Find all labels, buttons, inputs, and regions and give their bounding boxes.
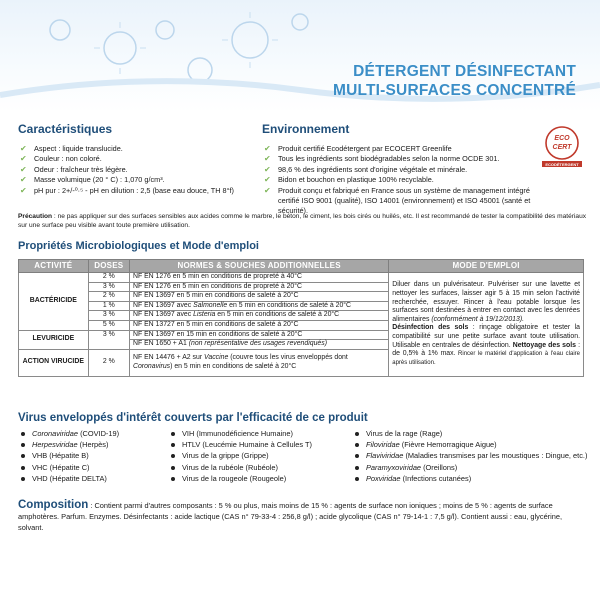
- list-item: ✔ pH pur : 2+/-⁰·⁵ - pH en dilution : 2,5 (base eau douce, TH 8°f): [20, 185, 234, 195]
- dose-cell: 2 %: [88, 292, 129, 302]
- virus-column-2: [168, 428, 312, 484]
- header-banner: [0, 0, 600, 112]
- list-item: ✔ 98,6 % des ingrédients sont d'origine végétale et minérale.: [264, 164, 468, 174]
- dose-cell: 2 %: [88, 273, 129, 283]
- list-item: Herpesviridae (Herpès): [18, 439, 119, 450]
- list-item: ✔ Odeur : fraîcheur très légère.: [20, 164, 128, 174]
- norm-cell: NF EN 1650 + A1 (non représentative des usages revendiqués): [129, 340, 388, 350]
- list-item: VHC (Hépatite C): [18, 462, 119, 473]
- activity-levuricide: LEVURICIDE: [19, 330, 89, 349]
- norm-cell: NF EN 1276 en 5 min en conditions de propreté à 20°C: [129, 282, 388, 292]
- activity-bactericide: BACTÉRICIDE: [19, 273, 89, 331]
- precaution-text: : ne pas appliquer sur des surfaces sensibles aux acides comme le marbre, le béton, le ciment, les bois cirés ou huilés, etc. Il est recommandé de tester la compatibilité des matériaux sur une surface peu visible avant toute première utilisation.: [18, 213, 587, 229]
- norm-cell: NF EN 13727 en 5 min en conditions de saleté à 20°C: [129, 320, 388, 330]
- svg-text:ECO: ECO: [554, 135, 570, 142]
- activity-virucide: ACTION VIRUCIDE: [19, 349, 89, 376]
- check-icon: ✔: [20, 175, 27, 185]
- list-item: VHD (Hépatite DELTA): [18, 473, 119, 484]
- composition-text: : Contient parmi d'autres composants : 5 % ou plus, mais moins de 15 % : agents de surface non ioniques ; moins de 5 % : agents de surface amphotères. Parfum. Enzymes. Désinfectants : acide lactique (CAS n° 79-33-4 : 256,8 g/l) ; acide glycolique (CAS n° 79-14-1 : 7,5 g/l). Contient aussi : eau, glycérine, solvant.: [18, 501, 563, 532]
- composition-label: Composition: [18, 499, 89, 511]
- check-icon: ✔: [264, 175, 271, 185]
- environnement-heading: Environnement: [262, 122, 350, 136]
- dose-cell: 3 %: [88, 282, 129, 292]
- virus-column-3: [352, 428, 592, 484]
- norm-cell: NF EN 13697 avec Salmonelle en 5 min en conditions de saleté à 20°C: [129, 301, 388, 311]
- list-item: Poxviridae (Infections cutanées): [352, 473, 592, 484]
- check-icon: ✔: [20, 164, 27, 174]
- list-item: Virus de la grippe (Grippe): [168, 450, 312, 461]
- norm-cell: NF EN 1276 en 5 min en conditions de propreté à 40°C: [129, 273, 388, 283]
- proprietes-heading: Propriétés Microbiologiques et Mode d'emploi: [18, 240, 259, 252]
- dose-cell: 2 %: [88, 349, 129, 376]
- dose-cell: 3 %: [88, 330, 129, 349]
- composition-section: [18, 500, 584, 533]
- table-header-row: [19, 260, 584, 273]
- check-icon: ✔: [264, 164, 271, 174]
- svg-text:ECODÉTERGENT: ECODÉTERGENT: [545, 161, 579, 167]
- product-title-line2: MULTI-SURFACES CONCENTRÉ: [332, 82, 576, 99]
- column-header-normes: NORMES & SOUCHES ADDITIONNELLES: [129, 260, 388, 273]
- check-icon: ✔: [20, 144, 27, 153]
- ecocert-logo: [540, 124, 584, 168]
- list-item: ✔ Couleur : non coloré.: [20, 154, 102, 164]
- check-icon: ✔: [264, 154, 271, 164]
- mode-emploi-cell: Diluer dans un pulvérisateur. Pulvériser sur une lavette et nettoyer les surfaces, laisser agir 5 à 15 min selon l'activité recherchée, essuyer. Rincer à l'eau potable lorsque les surfaces sont destinées à entrer en contact avec les denrées alimentaires (conformément à 19/12/2013). Désinfection des sols : rinçage obligatoire et tester la compatibilité sur une petite surface avant toute utilisation. Utilisable en centrales de désinfection. Nettoyage des sols : de 0,5% à 1% max. Rincer le matériel d'application à l'eau claire après utilisation.: [389, 273, 584, 377]
- column-header-doses: DOSES: [88, 260, 129, 273]
- norm-cell: NF EN 14476 + A2 sur Vaccine (couvre tous les virus enveloppés dont Coronavirus) en 5 min en conditions de saleté à 20°C: [129, 349, 388, 376]
- check-icon: ✔: [20, 154, 27, 164]
- list-item: ✔ Bidon et bouchon en plastique 100% recyclable.: [264, 175, 434, 185]
- list-item: ✔ Tous les ingrédients sont biodégradables selon la norme OCDE 301.: [264, 154, 500, 164]
- dose-cell: 3 %: [88, 311, 129, 321]
- list-item: Virus de la rougeole (Rougeole): [168, 473, 312, 484]
- norm-cell: NF EN 13697 en 15 min en conditions de saleté à 20°C: [129, 330, 388, 340]
- list-item: ✔ Aspect : liquide translucide.: [20, 144, 123, 153]
- list-item: Paramyxoviridae (Oreillons): [352, 462, 592, 473]
- virus-column-1: [18, 428, 119, 484]
- caracteristiques-heading: Caractéristiques: [18, 122, 113, 136]
- product-title: [333, 62, 576, 100]
- check-icon: ✔: [264, 144, 271, 153]
- list-item: HTLV (Leucémie Humaine à Cellules T): [168, 439, 312, 450]
- column-header-mode: MODE D'EMPLOI: [389, 260, 584, 273]
- list-item: ✔ Produit certifié Ecodétergent par ECOCERT Greenlife: [264, 144, 452, 153]
- properties-table: [18, 259, 584, 377]
- list-item: VHB (Hépatite B): [18, 450, 119, 461]
- list-item: Flaviviridae (Maladies transmises par les moustiques : Dingue, etc.): [352, 450, 592, 461]
- list-item: ✔ Produit conçu et fabriqué en France sous un système de management intégré certifié ISO 9001 (qualité), ISO 14001 (environnement) et ISO 45001 (santé et sécurité).: [264, 185, 531, 216]
- svg-text:CERT: CERT: [552, 144, 572, 151]
- virus-heading: Virus enveloppés d'intérêt couverts par l'efficacité de ce produit: [18, 412, 368, 424]
- list-item: Virus de la rage (Rage): [352, 428, 592, 439]
- caracteristiques-section: [18, 122, 253, 196]
- list-item: VIH (Immunodéficience Humaine): [168, 428, 312, 439]
- product-title-line1: DÉTERGENT DÉSINFECTANT: [353, 63, 576, 80]
- norm-cell: NF EN 13697 en 5 min en conditions de saleté à 20°C: [129, 292, 388, 302]
- precaution-note: [18, 212, 588, 230]
- check-icon: ✔: [264, 185, 271, 195]
- dose-cell: 5 %: [88, 320, 129, 330]
- table-row: [19, 273, 584, 283]
- list-item: Virus de la rubéole (Rubéole): [168, 462, 312, 473]
- dose-cell: 1 %: [88, 301, 129, 311]
- column-header-activite: ACTIVITÉ: [19, 260, 89, 273]
- norm-cell: NF EN 13697 avec Listeria en 5 min en conditions de saleté à 20°C: [129, 311, 388, 321]
- list-item: Coronaviridae (COVID-19): [18, 428, 119, 439]
- check-icon: ✔: [20, 185, 27, 195]
- list-item: Filoviridae (Fièvre Hemorragique Aigue): [352, 439, 592, 450]
- list-item: ✔ Masse volumique (20 ° C) : 1,070 g/cm³.: [20, 175, 165, 185]
- precaution-label: Précaution: [18, 213, 53, 220]
